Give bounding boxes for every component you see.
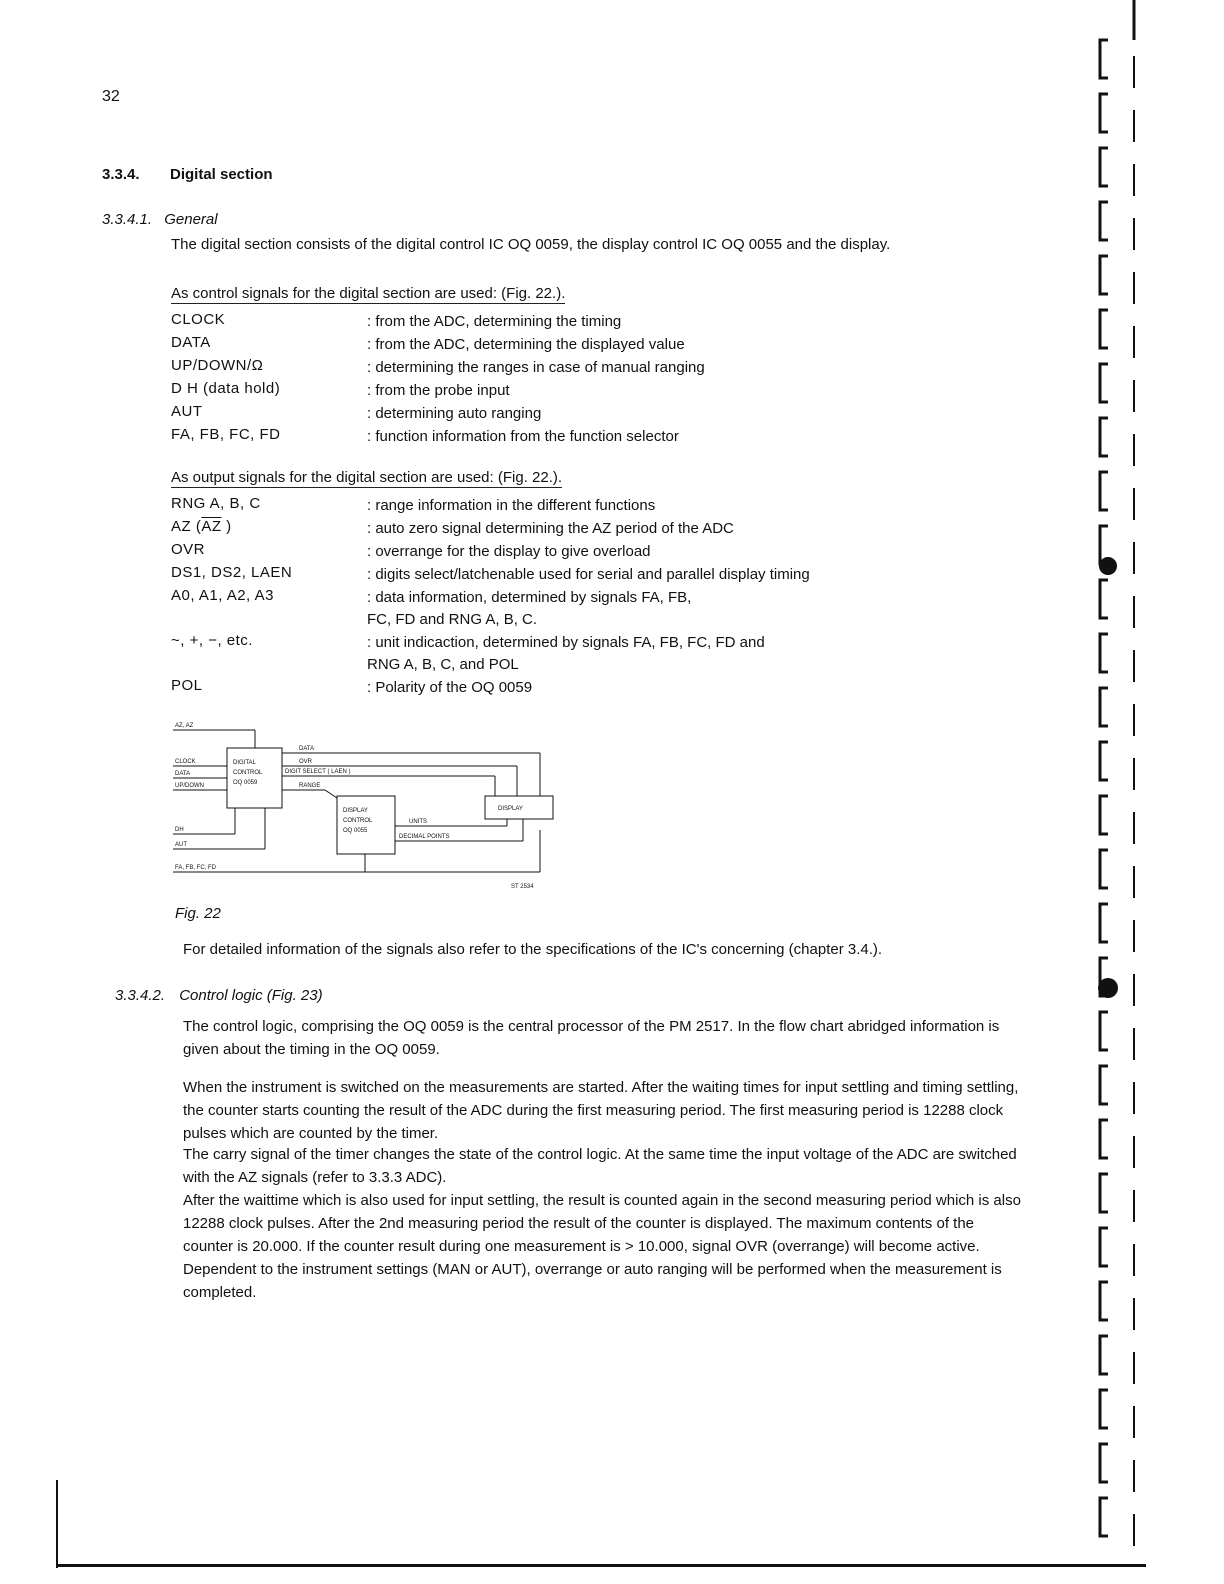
- signal-desc: : determining auto ranging: [367, 405, 542, 422]
- table-row: [171, 357, 705, 380]
- signal-name: ~, +, −, etc.: [171, 632, 253, 649]
- table-row: [171, 495, 656, 518]
- bus-label: DATA: [299, 746, 315, 752]
- table-row: [171, 541, 651, 564]
- binding-ring: [1100, 148, 1108, 186]
- signal-name: A0, A1, A2, A3: [171, 587, 274, 604]
- binding-ring: [1100, 1174, 1108, 1212]
- general-intro: The digital section consists of the digital control IC OQ 0059, the display control IC OQ 0055 and the display.: [171, 236, 891, 253]
- binding-ring: [1100, 1282, 1108, 1320]
- signal-desc: : digits select/latchenable used for serial and parallel display timing: [367, 566, 810, 583]
- signal-desc: : range information in the different functions: [367, 497, 656, 514]
- binding-ring: [1100, 904, 1108, 942]
- binding-ring: [1100, 1444, 1108, 1482]
- signal-desc: : unit indicaction, determined by signals FA, FB, FC, FD and RNG A, B, C, and POL: [367, 634, 765, 673]
- binding-rings: [1080, 0, 1160, 1584]
- display-label: DISPLAY: [498, 806, 523, 812]
- table-row: [171, 334, 685, 357]
- binding-ring: [1100, 1012, 1108, 1050]
- signal-desc: : from the ADC, determining the timing: [367, 313, 622, 330]
- table-row: [171, 311, 622, 334]
- binding-ring: [1100, 1066, 1108, 1104]
- signal-name: FA, FB, FC, FD: [171, 426, 281, 443]
- binding-ring: [1100, 418, 1108, 456]
- table-row: [171, 632, 765, 677]
- display-control-block: [337, 796, 395, 854]
- signal-desc: : from the probe input: [367, 382, 510, 399]
- signal-name: OVR: [171, 541, 206, 558]
- control-logic-paragraph-3: The carry signal of the timer changes the state of the control logic. At the same time the input voltage of the ADC are switched with the AZ signals (refer to 3.3.3 ADC).: [183, 1146, 1017, 1186]
- digital-control-block: [227, 748, 282, 808]
- signal-desc: : overrange for the display to give overload: [367, 543, 651, 560]
- punch-hole: [1099, 557, 1117, 575]
- signal-desc: : auto zero signal determining the AZ period of the ADC: [367, 520, 734, 537]
- digital-control-label: CONTROL: [233, 770, 263, 776]
- digital-control-label: OQ 0059: [233, 780, 258, 786]
- binding-ring: [1100, 742, 1108, 780]
- input-label-az: AZ, AZ: [175, 723, 194, 729]
- figure-note: For detailed information of the signals also refer to the specifications of the IC's concerning (chapter 3.4.).: [183, 941, 883, 958]
- digital-control-label: DIGITAL: [233, 760, 256, 766]
- table-row: [171, 403, 565, 426]
- output-signals-heading: As output signals for the digital section are used: (Fig. 22.).: [171, 469, 563, 486]
- table-row: [171, 380, 565, 403]
- signal-name: POL: [171, 677, 203, 694]
- subsection-number: 3.3.4.2.: [115, 987, 166, 1004]
- signal-desc: : data information, determined by signals FA, FB, FC, FD and RNG A, B, C.: [367, 589, 692, 628]
- binding-ring: [1100, 40, 1108, 78]
- signal-desc: : determining the ranges in case of manual ranging: [367, 359, 705, 376]
- page-number: 32: [102, 88, 120, 105]
- subsection-title: General: [164, 211, 218, 228]
- binding-ring: [1100, 256, 1108, 294]
- bus-label: RANGE: [299, 783, 321, 789]
- output-signals-table: [171, 495, 810, 700]
- section-number: 3.3.4.: [102, 166, 140, 183]
- binding-ring: [1100, 310, 1108, 348]
- binding-ring: [1100, 1120, 1108, 1158]
- signal-desc: : function information from the function selector: [367, 428, 679, 445]
- binding-ring: [1100, 688, 1108, 726]
- bus-label: UNITS: [409, 819, 427, 825]
- signal-name: AUT: [171, 403, 203, 420]
- block-diagram: [165, 718, 575, 898]
- subsection-number: 3.3.4.1.: [102, 211, 153, 228]
- signal-name: D H (data hold): [171, 380, 281, 397]
- figure-ref: ST 2534: [511, 884, 534, 890]
- bus-label: OVR: [299, 759, 313, 765]
- control-signals-table: [171, 311, 705, 449]
- binding-ring: [1100, 1498, 1108, 1536]
- input-label-aut: AUT: [175, 842, 187, 848]
- bus-label: DIGIT SELECT ( LAEN ): [285, 769, 351, 775]
- input-label-dh: DH: [175, 827, 184, 833]
- signal-name: DS1, DS2, LAEN: [171, 564, 293, 581]
- subsection-control-logic-heading: [115, 987, 323, 1004]
- binding-ring: [1100, 580, 1108, 618]
- control-signals-block: [171, 285, 705, 449]
- table-row: [171, 426, 679, 449]
- binding-ring: [1100, 472, 1108, 510]
- scan-edge-bottom: [56, 1564, 1146, 1567]
- binding-ring: [1100, 1390, 1108, 1428]
- scan-edge-left: [56, 1480, 58, 1568]
- input-label-data: DATA: [175, 771, 191, 777]
- signal-desc: : Polarity of the OQ 0059: [367, 679, 533, 696]
- control-signals-heading: As control signals for the digital section are used: (Fig. 22.).: [171, 285, 566, 302]
- display-control-label: DISPLAY: [343, 808, 368, 814]
- output-signals-block: [171, 469, 810, 700]
- figure-caption: Fig. 22: [175, 905, 221, 922]
- control-logic-paragraph-4: After the waittime which is also used for input settling, the result is counted again in the second measuring period which is also 12288 clock pulses. After the 2nd measuring period the result of the counter is displayed. The maximum contents of the counter is 20.000. If the counter result during one measurement is > 10.000, signal OVR (overrange) will become active. Dependent to the instrument settings (MAN or AUT), overrange or auto ranging will be performed when the measurement is completed.: [183, 1192, 1021, 1301]
- binding-ring: [1100, 796, 1108, 834]
- section-title: Digital section: [170, 166, 273, 183]
- binding-ring: [1100, 850, 1108, 888]
- input-label-clock: CLOCK: [175, 759, 196, 765]
- bus-label: DECIMAL POINTS: [399, 834, 450, 840]
- signal-name: AZ ($\overline{AZ}$ ): [171, 518, 232, 535]
- punch-hole: [1098, 978, 1118, 998]
- table-row: [171, 564, 810, 587]
- binding-ring: [1100, 1336, 1108, 1374]
- subsection-title: Control logic (Fig. 23): [179, 987, 323, 1004]
- subsection-general-heading: [102, 211, 218, 228]
- binding-ring: [1100, 202, 1108, 240]
- signal-desc: : from the ADC, determining the displayed value: [367, 336, 685, 353]
- display-control-label: OQ 0055: [343, 828, 368, 834]
- input-label-updown: UP/DOWN: [175, 783, 204, 789]
- signal-name: RNG A, B, C: [171, 495, 261, 512]
- input-label-functions: FA, FB, FC, FD: [175, 865, 217, 871]
- display-control-label: CONTROL: [343, 818, 373, 824]
- control-logic-paragraph-2: When the instrument is switched on the measurements are started. After the waiting times for input settling and timing settling, the counter starts counting the result of the ADC during the first measuring period. The first measuring period is 12288 clock pulses which are counted by the timer.: [183, 1079, 1019, 1142]
- binding-ring: [1100, 634, 1108, 672]
- table-row: [171, 677, 562, 700]
- table-row: [171, 587, 692, 632]
- binding-ring: [1100, 1228, 1108, 1266]
- binding-ring: [1100, 364, 1108, 402]
- table-row: [171, 518, 734, 541]
- binding-ring: [1100, 94, 1108, 132]
- signal-name: UP/DOWN/Ω: [171, 357, 264, 374]
- signal-name: CLOCK: [171, 311, 226, 328]
- control-logic-paragraph-1: The control logic, comprising the OQ 0059 is the central processor of the PM 2517. In the flow chart abridged information is given about the timing in the OQ 0059.: [183, 1018, 1000, 1058]
- signal-name: DATA: [171, 334, 211, 351]
